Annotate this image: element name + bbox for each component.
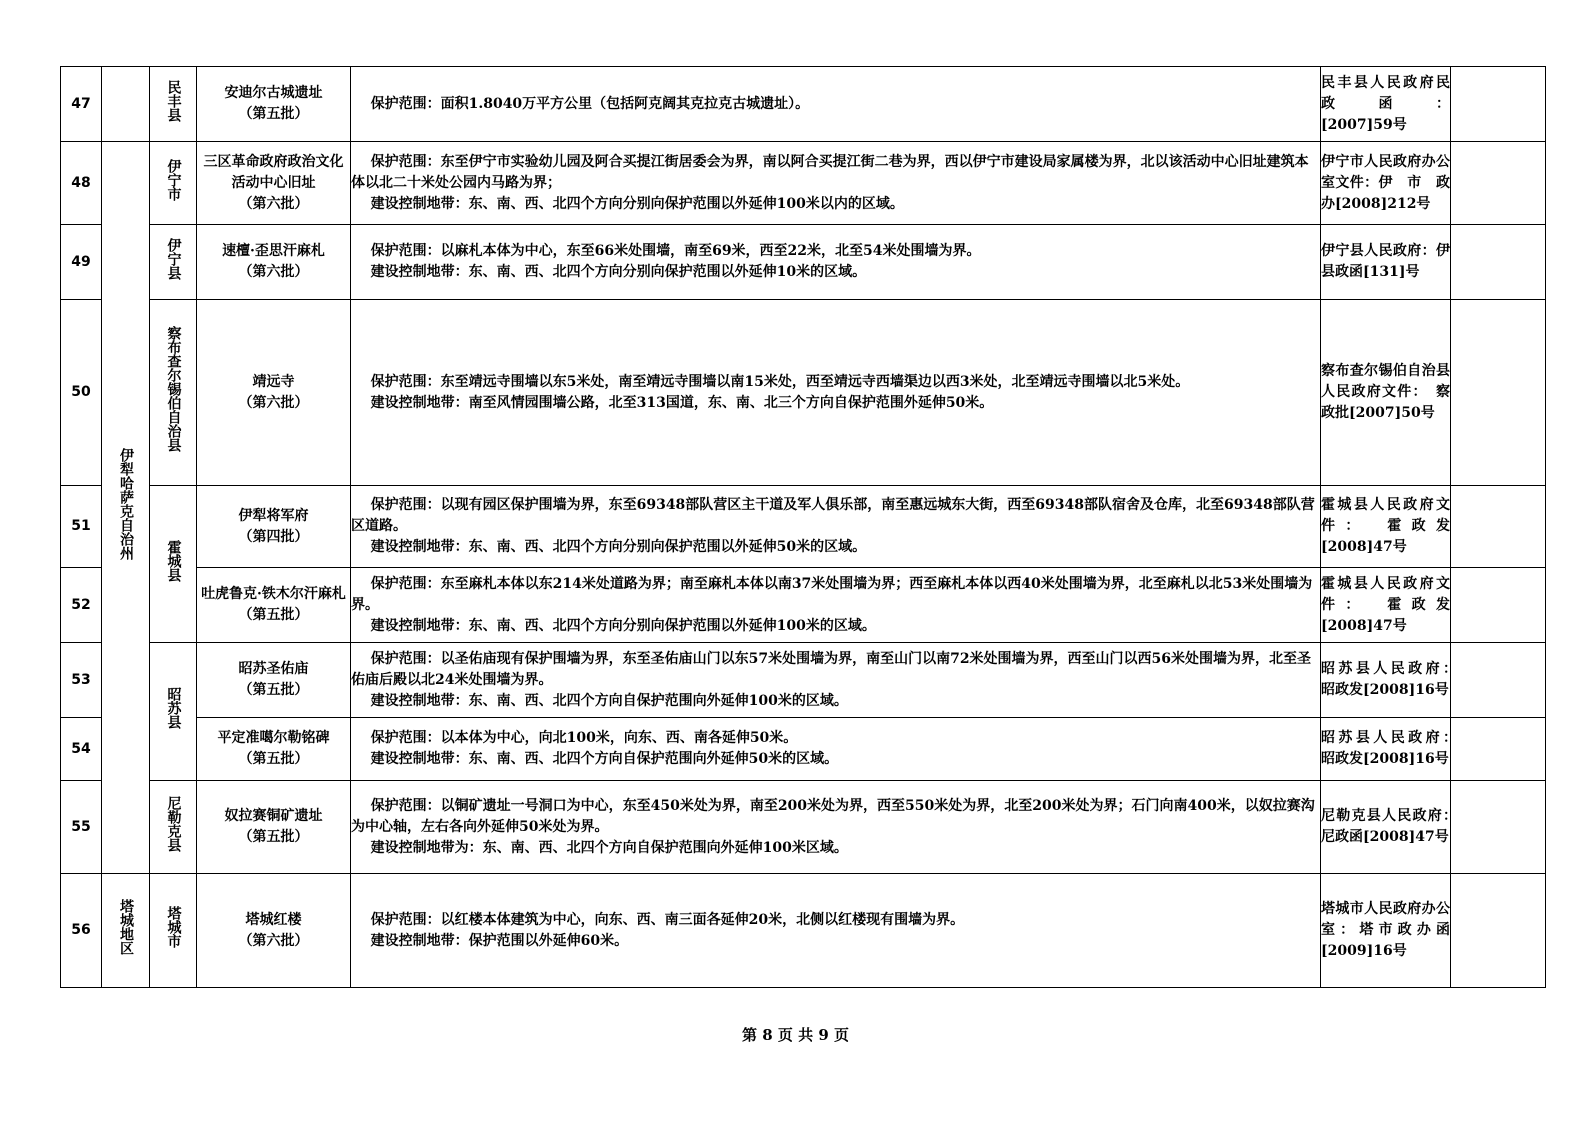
row-number: 52 bbox=[61, 568, 102, 643]
scope-text: 保护范围：以圣佑庙现有保护围墙为界，东至圣佑庙山门以东57米处围墙为界，南至山门以南72米处围墙为界，西至山门以西56米处围墙为界，北至圣佑庙后殿以北24米处围墙为界。 bbox=[351, 650, 1312, 688]
row-number: 47 bbox=[61, 67, 102, 142]
site-name: 伊犁将军府 bbox=[238, 507, 309, 524]
site-cell bbox=[197, 718, 351, 781]
site-batch: （第五批） bbox=[238, 106, 309, 122]
county-cell: 伊宁县 bbox=[150, 225, 197, 300]
county-cell: 霍城县 bbox=[150, 486, 197, 643]
scope-cell bbox=[351, 568, 1321, 643]
site-cell bbox=[197, 300, 351, 486]
site-name: 靖远寺 bbox=[252, 373, 295, 390]
remarks-cell bbox=[1451, 486, 1546, 568]
scope-cell bbox=[351, 67, 1321, 142]
prefecture-cell-empty bbox=[102, 67, 150, 142]
scope-cell bbox=[351, 300, 1321, 486]
document-cell: 伊宁县人民政府：伊县政函[131]号 bbox=[1321, 225, 1451, 300]
document-cell: 民丰县人民政府民 政 函 ：[2007]59号 bbox=[1321, 67, 1451, 142]
county-cell: 伊宁市 bbox=[150, 142, 197, 225]
scope-text: 建设控制地带：东、南、西、北四个方向分别向保护范围以外延伸100米的区域。 bbox=[370, 617, 876, 634]
table-row bbox=[61, 142, 1546, 225]
county-cell: 昭苏县 bbox=[150, 643, 197, 781]
site-cell bbox=[197, 874, 351, 988]
site-cell bbox=[197, 67, 351, 142]
table-row bbox=[61, 643, 1546, 718]
scope-text: 保护范围：面积1.8040万平方公里（包括阿克阔其克拉克古城遗址）。 bbox=[370, 95, 810, 112]
remarks-cell bbox=[1451, 300, 1546, 486]
scope-text: 建设控制地带：东、南、西、北四个方向自保护范围向外延伸50米的区域。 bbox=[370, 751, 839, 767]
row-number: 50 bbox=[61, 300, 102, 486]
document-cell: 昭苏县人民政府： 昭政发[2008]16号 bbox=[1321, 643, 1451, 718]
scope-text: 保护范围：东至靖远寺围墙以东5米处，南至靖远寺围墙以南15米处，西至靖远寺西墙渠边以西3米处，北至靖远寺围墙以北5米处。 bbox=[370, 373, 1190, 390]
site-batch: （第四批） bbox=[238, 528, 309, 545]
site-cell bbox=[197, 225, 351, 300]
scope-text: 建设控制地带：南至风情园围墙公路，北至313国道，东、南、北三个方向自保护范围外延伸50米。 bbox=[370, 394, 994, 411]
prefecture-cell bbox=[102, 142, 150, 874]
document-cell: 霍城县人民政府文件： 霍政发[2008]47号 bbox=[1321, 568, 1451, 643]
scope-cell bbox=[351, 142, 1321, 225]
table-row bbox=[61, 781, 1546, 874]
table-row bbox=[61, 568, 1546, 643]
document-cell: 尼勒克县人民政府： 尼政函[2008]47号 bbox=[1321, 781, 1451, 874]
site-batch: （第五批） bbox=[238, 751, 309, 767]
table-row bbox=[61, 225, 1546, 300]
scope-text: 建设控制地带：东、南、西、北四个方向分别向保护范围以外延伸10米的区域。 bbox=[370, 264, 867, 280]
prefecture-cell bbox=[102, 874, 150, 988]
site-batch: （第五批） bbox=[238, 682, 309, 698]
scope-text: 建设控制地带：东、南、西、北四个方向分别向保护范围以外延伸100米以内的区域。 bbox=[370, 195, 904, 212]
row-number: 53 bbox=[61, 643, 102, 718]
site-name: 吐虎鲁克·铁木尔汗麻札 bbox=[201, 586, 346, 602]
remarks-cell bbox=[1451, 67, 1546, 142]
prefecture-name: 塔城地区 bbox=[118, 899, 134, 955]
scope-cell bbox=[351, 718, 1321, 781]
scope-text: 建设控制地带：保护范围以外延伸60米。 bbox=[370, 932, 629, 949]
row-number: 49 bbox=[61, 225, 102, 300]
site-name: 昭苏圣佑庙 bbox=[238, 661, 309, 677]
scope-text: 建设控制地带：东、南、西、北四个方向自保护范围向外延伸100米的区域。 bbox=[370, 692, 848, 709]
site-cell bbox=[197, 568, 351, 643]
county-cell: 察布查尔锡伯自治县 bbox=[150, 300, 197, 486]
site-name: 速檀·歪思汗麻札 bbox=[222, 243, 325, 259]
scope-cell bbox=[351, 874, 1321, 988]
scope-text: 保护范围：以铜矿遗址一号洞口为中心，东至450米处为界，南至200米处为界，西至550米处为界，北至200米处为界；石门向南400米，以奴拉赛沟为中心轴，左右各向外延伸50米处为界。 bbox=[351, 797, 1315, 835]
document-cell: 伊宁市人民政府办公室文件：伊 市 政 办[2008]212号 bbox=[1321, 142, 1451, 225]
site-batch: （第五批） bbox=[238, 829, 309, 845]
site-batch: （第五批） bbox=[238, 607, 309, 623]
site-name: 平定准噶尔勒铭碑 bbox=[217, 730, 330, 746]
page-footer: 第 8 页 共 9 页 bbox=[742, 1026, 849, 1044]
site-batch: （第六批） bbox=[238, 264, 309, 280]
county-cell: 民丰县 bbox=[150, 67, 197, 142]
scope-text: 保护范围：以现有园区保护围墙为界，东至69348部队营区主干道及军人俱乐部，南至惠远城东大街，西至69348部队宿舍及仓库，北至69348部队营区道路。 bbox=[351, 497, 1315, 534]
scope-cell bbox=[351, 643, 1321, 718]
document-cell: 塔城市人民政府办公室：塔市政办函[2009]16号 bbox=[1321, 874, 1451, 988]
remarks-cell bbox=[1451, 225, 1546, 300]
scope-cell bbox=[351, 781, 1321, 874]
site-cell bbox=[197, 781, 351, 874]
row-number: 54 bbox=[61, 718, 102, 781]
document-cell: 察布查尔锡伯自治县人民政府文件： 察政批[2007]50号 bbox=[1321, 300, 1451, 486]
site-cell bbox=[197, 486, 351, 568]
county-cell: 尼勒克县 bbox=[150, 781, 197, 874]
scope-text: 建设控制地带为：东、南、西、北四个方向自保护范围向外延伸100米区域。 bbox=[370, 839, 848, 856]
site-cell bbox=[197, 643, 351, 718]
row-number: 56 bbox=[61, 874, 102, 988]
row-number: 48 bbox=[61, 142, 102, 225]
document-cell: 昭苏县人民政府： 昭政发[2008]16号 bbox=[1321, 718, 1451, 781]
remarks-cell bbox=[1451, 718, 1546, 781]
table-row bbox=[61, 718, 1546, 781]
remarks-cell bbox=[1451, 643, 1546, 718]
document-cell: 霍城县人民政府文件： 霍政发[2008]47号 bbox=[1321, 486, 1451, 568]
site-batch: （第六批） bbox=[238, 932, 309, 949]
scope-text: 保护范围：以麻札本体为中心，东至66米处围墙，南至69米，西至22米，北至54米处围墙为界。 bbox=[370, 243, 981, 259]
scope-text: 保护范围：东至麻札本体以东214米处道路为界；南至麻札本体以南37米处围墙为界；西至麻札本体以西40米处围墙为界，北至麻札以北53米处围墙为界。 bbox=[351, 575, 1313, 613]
remarks-cell bbox=[1451, 781, 1546, 874]
scope-cell bbox=[351, 225, 1321, 300]
table-row bbox=[61, 874, 1546, 988]
scope-text: 保护范围：以本体为中心，向北100米，向东、西、南各延伸50米。 bbox=[370, 730, 798, 746]
row-number: 55 bbox=[61, 781, 102, 874]
county-cell: 塔城市 bbox=[150, 874, 197, 988]
site-name: 塔城红楼 bbox=[245, 911, 302, 928]
scope-text: 建设控制地带：东、南、西、北四个方向分别向保护范围以外延伸50米的区域。 bbox=[370, 539, 867, 555]
table-row bbox=[61, 300, 1546, 486]
site-batch: （第六批） bbox=[238, 195, 309, 212]
site-name: 三区革命政府政治文化活动中心旧址 bbox=[203, 153, 344, 191]
prefecture-name: 伊犁哈萨克自治州 bbox=[118, 448, 134, 560]
remarks-cell bbox=[1451, 142, 1546, 225]
scope-cell bbox=[351, 486, 1321, 568]
remarks-cell bbox=[1451, 874, 1546, 988]
scope-text: 保护范围：以红楼本体建筑为中心，向东、西、南三面各延伸20米，北侧以红楼现有围墙为界。 bbox=[370, 911, 965, 928]
site-batch: （第六批） bbox=[238, 394, 309, 411]
remarks-cell bbox=[1451, 568, 1546, 643]
site-cell bbox=[197, 142, 351, 225]
site-name: 安迪尔古城遗址 bbox=[224, 85, 323, 101]
scope-text: 保护范围：东至伊宁市实验幼儿园及阿合买提江街居委会为界，南以阿合买提江街二巷为界，西以伊宁市建设局家属楼为界，北以该活动中心旧址建筑本体以北二十米处公园内马路为界； bbox=[351, 153, 1309, 191]
site-name: 奴拉赛铜矿遗址 bbox=[224, 808, 323, 824]
row-number: 51 bbox=[61, 486, 102, 568]
table-row bbox=[61, 486, 1546, 568]
table-row bbox=[61, 67, 1546, 142]
heritage-protection-table bbox=[60, 66, 1546, 988]
